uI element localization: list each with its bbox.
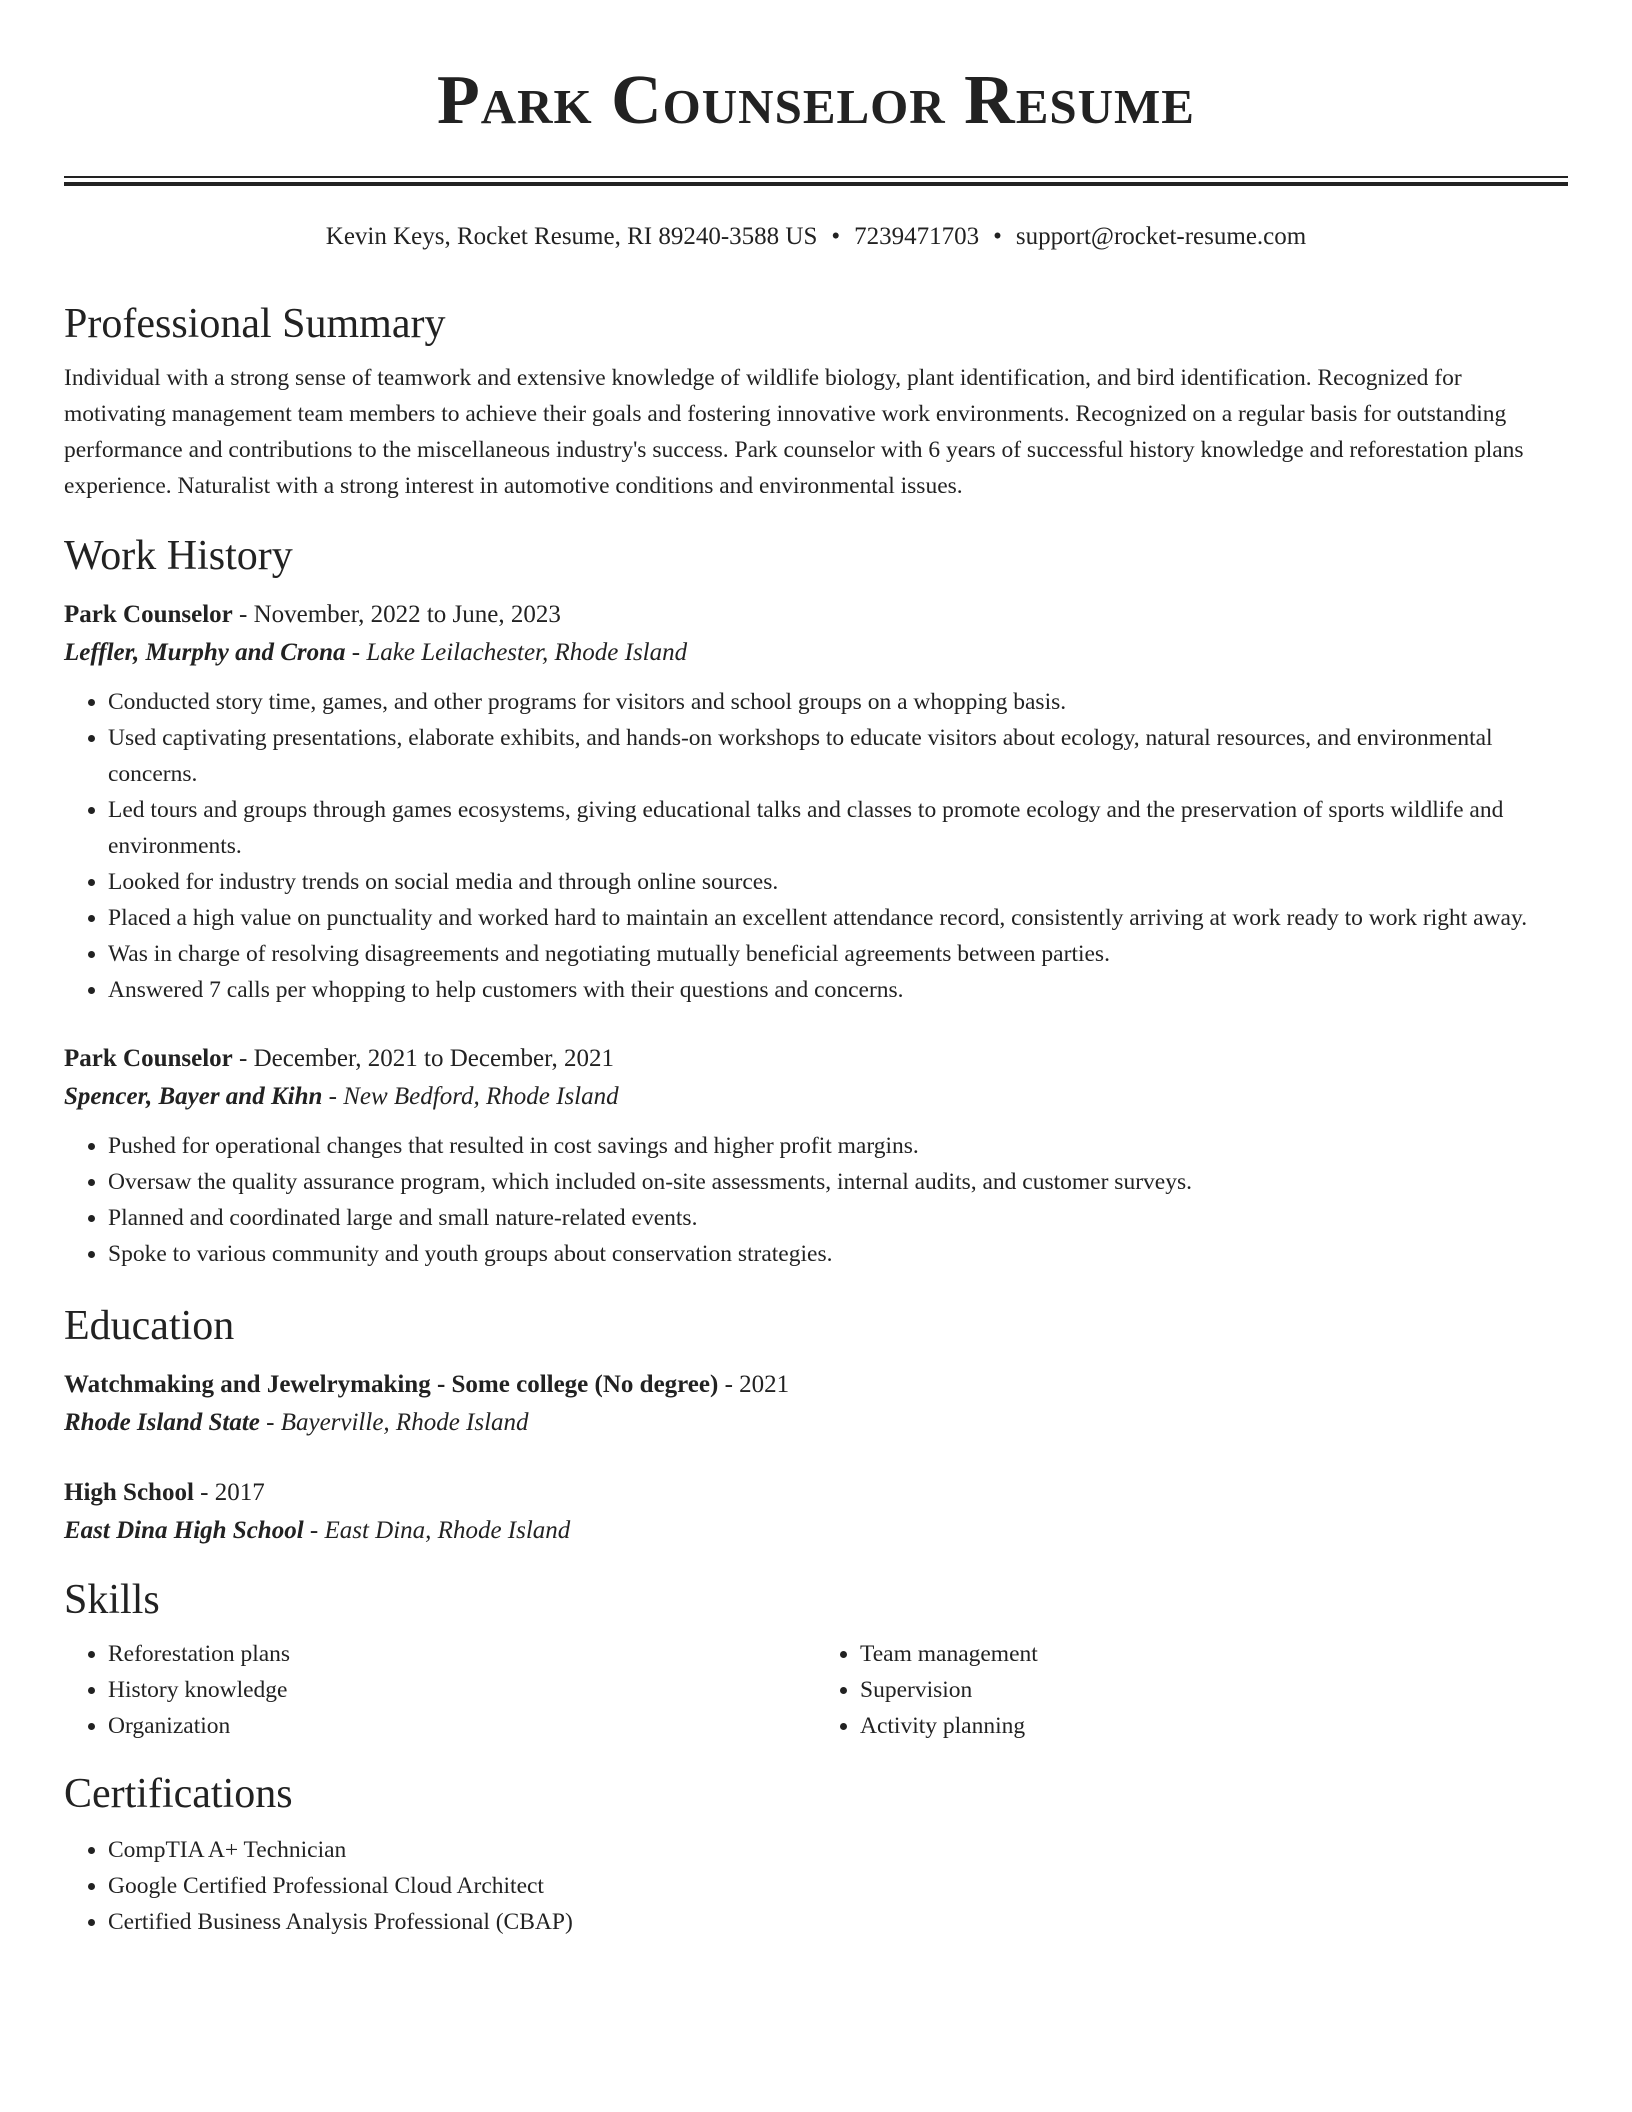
- job-role: Park Counselor: [64, 601, 233, 628]
- education-entry-heading: [64, 1474, 1568, 1512]
- resume-title: Park Counselor Resume: [436, 62, 1195, 139]
- education-entry-2: [64, 1474, 1568, 1550]
- list-item: • Placed a high value on punctuality and worked hard to maintain an excellent attendance record, consistently arriving at work ready to work right away.: [108, 900, 1568, 936]
- skills-list-left: [64, 1636, 816, 1744]
- work-entry-2: [64, 1040, 1568, 1272]
- work-entry-company-line: [64, 634, 1568, 672]
- education-school: Rhode Island State: [64, 1409, 260, 1436]
- job-role: Park Counselor: [64, 1045, 233, 1072]
- work-entry-1: [64, 596, 1568, 1008]
- job-location: - New Bedford, Rhode Island: [322, 1083, 619, 1110]
- education-year: - 2017: [193, 1479, 265, 1506]
- education-heading: Education: [64, 1303, 235, 1349]
- list-item: • Answered 7 calls per whopping to help customers with their questions and concerns.: [108, 972, 1568, 1008]
- contact-separator: •: [831, 223, 841, 250]
- certifications-list: [64, 1832, 1568, 1940]
- work-entry-company-line: [64, 1078, 1568, 1116]
- job-location: - Lake Leilachester, Rhode Island: [345, 639, 688, 666]
- education-year: - 2021: [718, 1371, 790, 1398]
- job-dates: - November, 2022 to June, 2023: [232, 601, 561, 628]
- list-item: • Planned and coordinated large and small nature-related events.: [108, 1200, 1568, 1236]
- education-location: - Bayerville, Rhode Island: [259, 1409, 529, 1436]
- list-item: • History knowledge: [108, 1672, 816, 1708]
- list-item: • Reforestation plans: [108, 1636, 816, 1672]
- summary-heading: Professional Summary: [64, 301, 446, 347]
- education-school-line: [64, 1512, 1568, 1550]
- job-dates: - December, 2021 to December, 2021: [232, 1045, 614, 1072]
- list-item: • Pushed for operational changes that resulted in cost savings and higher profit margins.: [108, 1128, 1568, 1164]
- list-item: • Spoke to various community and youth groups about conservation strategies.: [108, 1236, 1568, 1272]
- work-entry-heading: [64, 596, 1568, 634]
- education-location: - East Dina, Rhode Island: [303, 1517, 571, 1544]
- education-entry-heading: [64, 1366, 1568, 1404]
- education-degree: Watchmaking and Jewelrymaking - Some college (No degree): [64, 1371, 719, 1398]
- list-item: • Conducted story time, games, and other programs for visitors and school groups on a whopping basis.: [108, 684, 1568, 720]
- education-school-line: [64, 1404, 1568, 1442]
- contact-separator: •: [993, 223, 1002, 250]
- list-item: • Was in charge of resolving disagreements and negotiating mutually beneficial agreements between parties.: [108, 936, 1568, 972]
- work-entry-heading: [64, 1040, 1568, 1078]
- education-school: East Dina High School: [64, 1517, 304, 1544]
- list-item: • Led tours and groups through games ecosystems, giving educational talks and classes to promote ecology and the preservation of sports wildlife and environments.: [108, 792, 1568, 864]
- list-item: • Used captivating presentations, elaborate exhibits, and hands-on workshops to educate visitors about ecology, natural resources, and environmental concerns.: [108, 720, 1568, 792]
- list-item: • Organization: [108, 1708, 816, 1744]
- job-company: Leffler, Murphy and Crona: [64, 639, 346, 666]
- job-bullet-list: [64, 684, 1568, 1008]
- list-item: • Google Certified Professional Cloud Architect: [108, 1868, 1568, 1904]
- title-double-rule: [64, 176, 1568, 186]
- skills-heading: Skills: [64, 1577, 160, 1623]
- education-degree: High School: [64, 1479, 194, 1506]
- education-entry-1: [64, 1366, 1568, 1442]
- list-item: • Certified Business Analysis Professional (CBAP): [108, 1904, 1568, 1940]
- list-item: • Looked for industry trends on social media and through online sources.: [108, 864, 1568, 900]
- work-history-heading: Work History: [64, 533, 293, 579]
- contact-line: [64, 220, 1568, 254]
- skills-list-right: [816, 1636, 1568, 1744]
- list-item: • Team management: [860, 1636, 1568, 1672]
- summary-text: Individual with a strong sense of teamwork and extensive knowledge of wildlife biology, plant identification, and bird identification. Recognized for motivating management team members to achieve their goals and fostering innovative work environments. Recognized on a regular basis for outstanding performance and contributions to the miscellaneous industry's success. Park counselor with 6 years of successful history knowledge and reforestation plans experience. Naturalist with a strong interest in automotive conditions and environmental issues.: [64, 365, 1524, 499]
- contact-email: support@rocket-resume.com: [1015, 223, 1307, 250]
- list-item: • Activity planning: [860, 1708, 1568, 1744]
- job-company: Spencer, Bayer and Kihn: [64, 1083, 323, 1110]
- list-item: • Oversaw the quality assurance program, which included on-site assessments, internal audits, and customer surveys.: [108, 1164, 1568, 1200]
- contact-address: Kevin Keys, Rocket Resume, RI 89240-3588 US: [325, 223, 818, 250]
- certifications-heading: Certifications: [64, 1771, 293, 1817]
- list-item: • Supervision: [860, 1672, 1568, 1708]
- job-bullet-list: [64, 1128, 1568, 1272]
- contact-phone: 7239471703: [854, 223, 980, 250]
- list-item: • CompTIA A+ Technician: [108, 1832, 1568, 1868]
- skills-columns: [64, 1636, 1568, 1744]
